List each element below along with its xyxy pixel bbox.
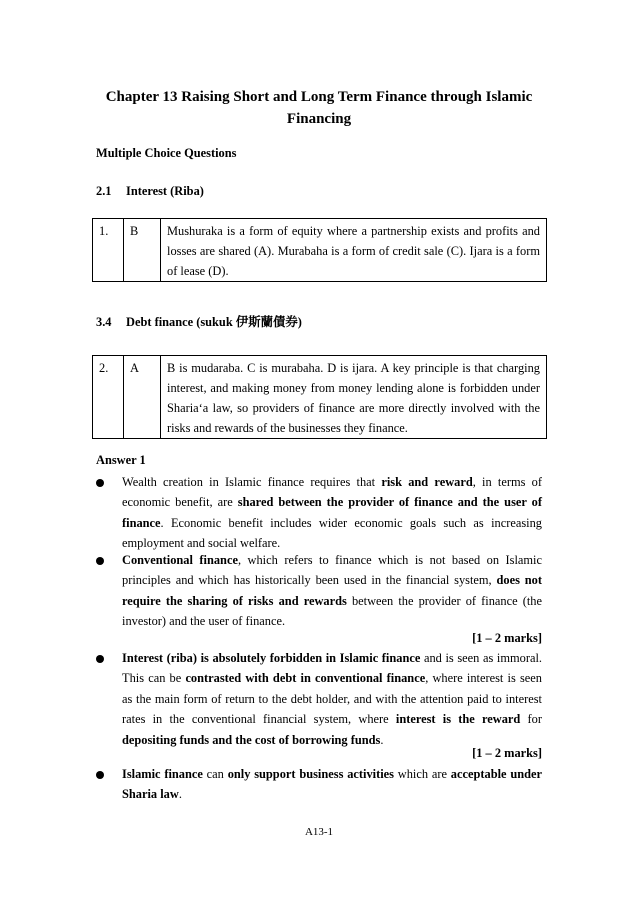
- question-explanation: Mushuraka is a form of equity where a partnership exists and profits and losses are shared (A). Murabaha is a form of credit sale (C). Ijara is a form of lease (D).: [161, 219, 547, 282]
- question-answer: B: [124, 219, 161, 282]
- bullet-icon: [96, 655, 104, 663]
- bullet-text: Wealth creation in Islamic finance requires that risk and reward, in terms of economic benefit, are shared between the provider of finance and the user of finance. Economic benefit includes wider economic goals such as increasing employment and social welfare.: [122, 475, 542, 551]
- question-table-1: [92, 218, 547, 282]
- question-explanation: B is mudaraba. C is murabaha. D is ijara. A key principle is that charging interest, and making money from money lending alone is forbidden under Sharia‘a law, so providers of finance are more directly involved with the risks and rewards of the businesses they finance.: [161, 356, 547, 439]
- bullet-icon: [96, 771, 104, 779]
- table-row: [93, 356, 547, 439]
- bullet-item-2: [96, 550, 542, 632]
- answer-heading: Answer 1: [96, 453, 146, 467]
- table-row: [93, 219, 547, 282]
- question-number: 1.: [93, 219, 124, 282]
- page-number: A13-1: [304, 826, 334, 838]
- section-number: 2.1: [96, 184, 112, 198]
- section-label: Debt finance (sukuk 伊斯蘭債券): [126, 315, 302, 329]
- section-heading-interest: [96, 184, 204, 199]
- bullet-text: Conventional finance, which refers to finance which is not based on Islamic principles and which has historically been used in the financial system, does not require the sharing of risks and rewards between the provider of finance (the investor) and the user of finance.: [122, 553, 542, 629]
- question-answer: A: [124, 356, 161, 439]
- section-number: 3.4: [96, 315, 112, 329]
- section-label: Interest (Riba): [126, 184, 204, 198]
- bullet-icon: [96, 479, 104, 487]
- bullet-item-4: [96, 764, 542, 805]
- bullet-icon: [96, 557, 104, 565]
- chapter-title-line2: Financing: [286, 111, 352, 127]
- bullet-item-1: [96, 472, 542, 554]
- mcq-heading: Multiple Choice Questions: [96, 146, 237, 160]
- bullet-text: Islamic finance can only support business activities which are acceptable under Sharia law.: [122, 767, 542, 802]
- marks-label: [1 – 2 marks]: [472, 746, 542, 760]
- question-table-2: [92, 355, 547, 439]
- section-heading-debt-finance: [96, 312, 302, 330]
- chapter-title-line1: Chapter 13 Raising Short and Long Term Finance through Islamic: [105, 89, 533, 105]
- bullet-item-3: [96, 648, 542, 750]
- chapter-title: [60, 86, 578, 130]
- question-number: 2.: [93, 356, 124, 439]
- bullet-text: Interest (riba) is absolutely forbidden in Islamic finance and is seen as immoral. This can be contrasted with debt in conventional finance, where interest is seen as the main form of return to the debt holder, and with the attention paid to interest rates in the conventional financial system, where interest is the reward for depositing funds and the cost of borrowing funds.: [122, 651, 542, 747]
- marks-label: [1 – 2 marks]: [472, 631, 542, 645]
